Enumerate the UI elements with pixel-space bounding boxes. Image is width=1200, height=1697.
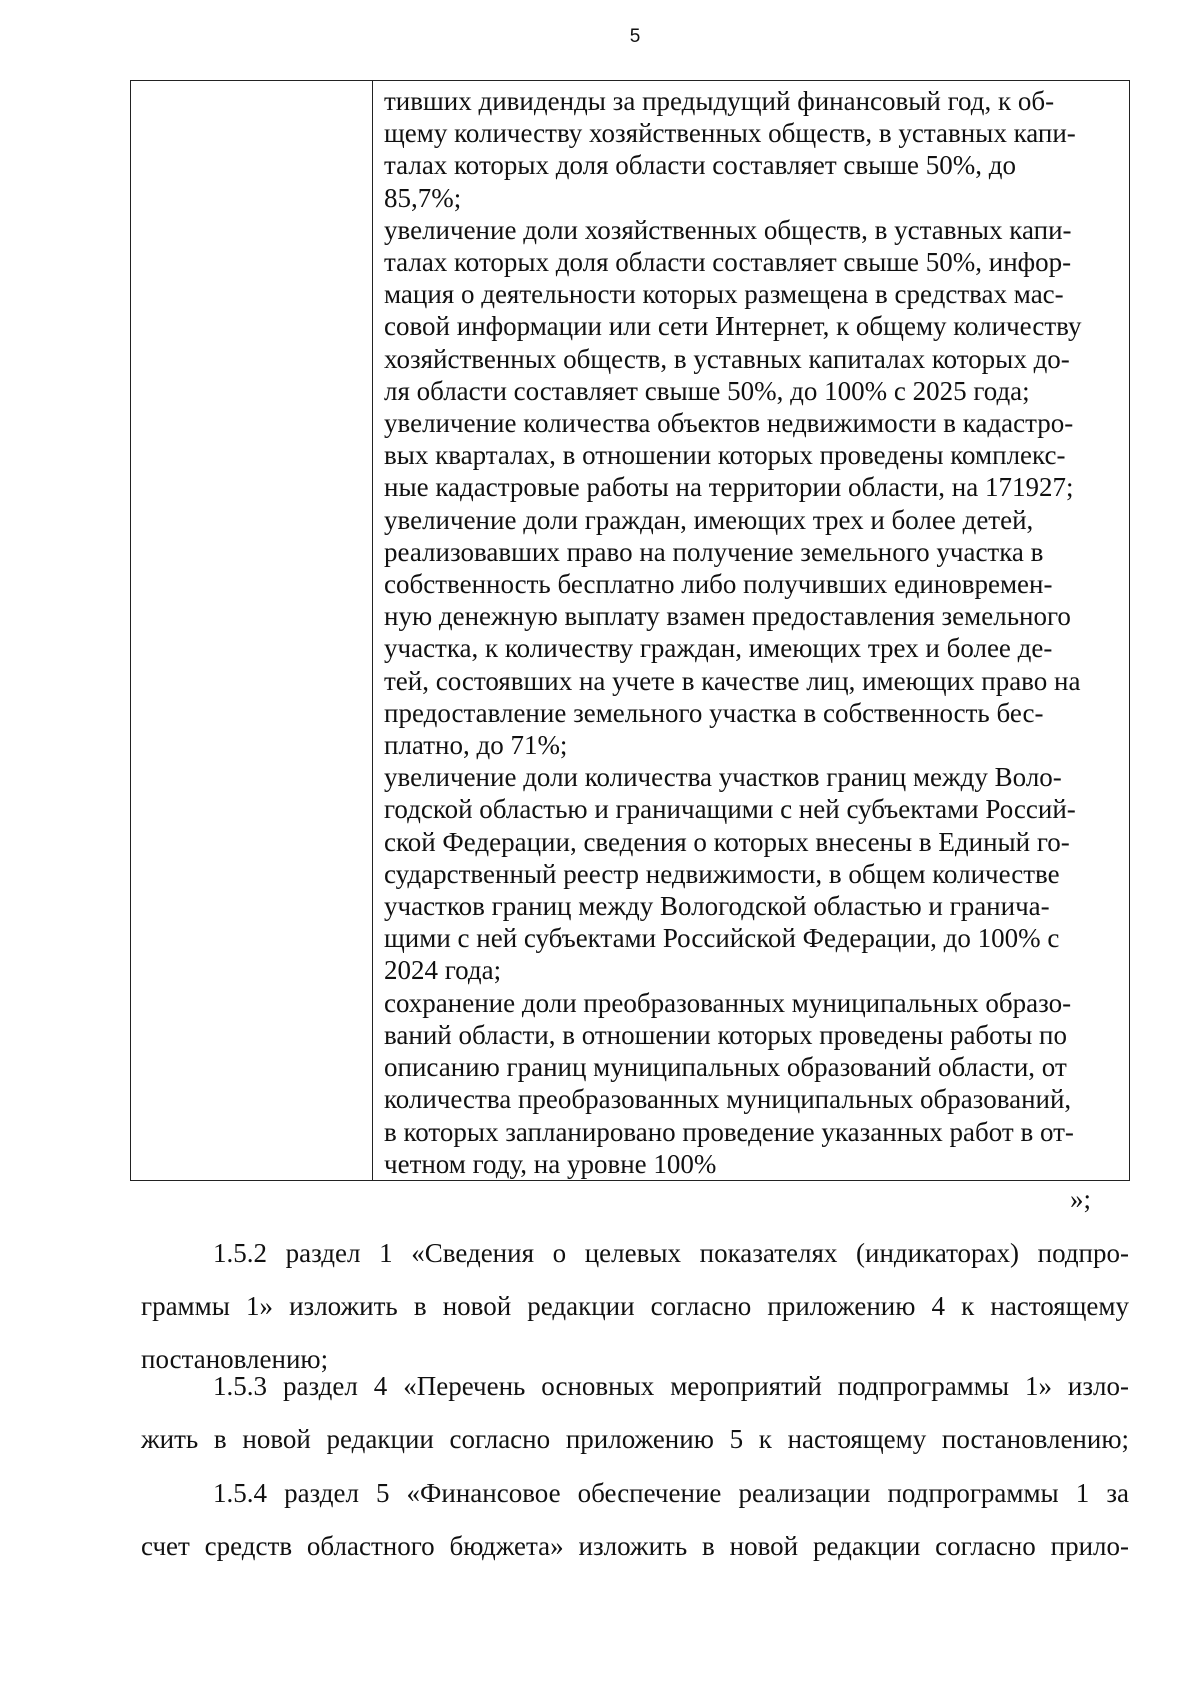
table-text-line: талах которых доля области составляет свыше 50%, инфор- [384, 247, 1072, 278]
paragraph-line: постановлению; [141, 1344, 329, 1374]
table-text-line: увеличение количества объектов недвижимости в кадастро- [384, 408, 1074, 439]
table-text-line: увеличение доли хозяйственных обществ, в уставных капи- [384, 214, 1072, 245]
table-text-line: ную денежную выплату взамен предоставления земельного [384, 601, 1071, 632]
table-text-line: тивших дивиденды за предыдущий финансовый год, к об- [384, 86, 1055, 116]
table-text-line: четном году, на уровне 100% [384, 1148, 717, 1179]
table-text-line: участков границ между Вологодской областью и гранича- [384, 891, 1050, 922]
table-text-line: ваний области, в отношении которых проведены работы по [384, 1019, 1067, 1050]
page-number: 5 [629, 26, 641, 47]
table-text-line: ные кадастровые работы на территории области, на 171927; [384, 472, 1074, 503]
closing-quote-mark: »; [1070, 1184, 1092, 1214]
table-text-line: щими с ней субъектами Российской Федерации, до 100% с [384, 923, 1060, 954]
table-text-line: реализовавших право на получение земельного участка в [384, 536, 1044, 567]
table-text-line: вых кварталах, в отношении которых проведены комплекс- [384, 440, 1066, 471]
table-text-line: собственность бесплатно либо получивших единовремен- [384, 569, 1053, 600]
table-text-line: участка, к количеству граждан, имеющих трех и более де- [384, 633, 1053, 664]
paragraph-line: счет средств областного бюджета» изложить в новой редакции согласно прило- [141, 1531, 1129, 1561]
table-text-line: 85,7%; [384, 182, 462, 213]
table-text-line: совой информации или сети Интернет, к общему количеству [384, 311, 1082, 342]
table-text-line: ской Федерации, сведения о которых внесены в Единый го- [384, 826, 1070, 857]
table-text-line: увеличение доли количества участков границ между Воло- [384, 762, 1062, 793]
paragraph-line: 1.5.3 раздел 4 «Перечень основных мероприятий подпрограммы 1» изло- [213, 1371, 1129, 1401]
paragraph-line: жить в новой редакции согласно приложению 5 к настоящему постановлению; [141, 1424, 1129, 1454]
table-right-cell [373, 81, 1129, 1180]
table-text-line: хозяйственных обществ, в уставных капиталах которых до- [384, 343, 1070, 374]
table-text-line: талах которых доля области составляет свыше 50%, до [384, 150, 1017, 181]
table-text-line: платно, до 71%; [384, 730, 568, 761]
table-text-line: сударственный реестр недвижимости, в общем количестве [384, 858, 1060, 889]
table-text-line: годской областью и граничащими с ней субъектами Россий- [384, 794, 1076, 825]
paragraph-line: граммы 1» изложить в новой редакции согласно приложению 4 к настоящему [141, 1291, 1129, 1321]
table-text-line: ля области составляет свыше 50%, до 100% с 2025 года; [384, 375, 1030, 406]
table-text-line: количества преобразованных муниципальных образований, [384, 1084, 1072, 1115]
paragraph-line: 1.5.2 раздел 1 «Сведения о целевых показателях (индикаторах) подпро- [213, 1238, 1129, 1268]
paragraph-1-5-3 [141, 1360, 1129, 1466]
table-text-line: увеличение доли граждан, имеющих трех и более детей, [384, 504, 1034, 535]
table-text-line: предоставление земельного участка в собственность бес- [384, 697, 1044, 728]
table-text-line: 2024 года; [384, 955, 502, 986]
paragraph-line: 1.5.4 раздел 5 «Финансовое обеспечение реализации подпрограммы 1 за [213, 1478, 1129, 1508]
indicator-table [130, 80, 1130, 1181]
table-text-line: описанию границ муниципальных образований области, от [384, 1052, 1067, 1083]
table-text-line: щему количеству хозяйственных обществ, в уставных капи- [384, 118, 1076, 149]
paragraph-1-5-4 [141, 1467, 1129, 1573]
table-left-cell [131, 81, 373, 1180]
table-text-line: тей, состоявших на учете в качестве лиц, имеющих право на [384, 665, 1081, 696]
table-text-line: мация о деятельности которых размещена в средствах мас- [384, 279, 1064, 310]
table-text-line: сохранение доли преобразованных муниципальных образо- [384, 987, 1072, 1018]
table-text-line: в которых запланировано проведение указанных работ в от- [384, 1116, 1074, 1147]
